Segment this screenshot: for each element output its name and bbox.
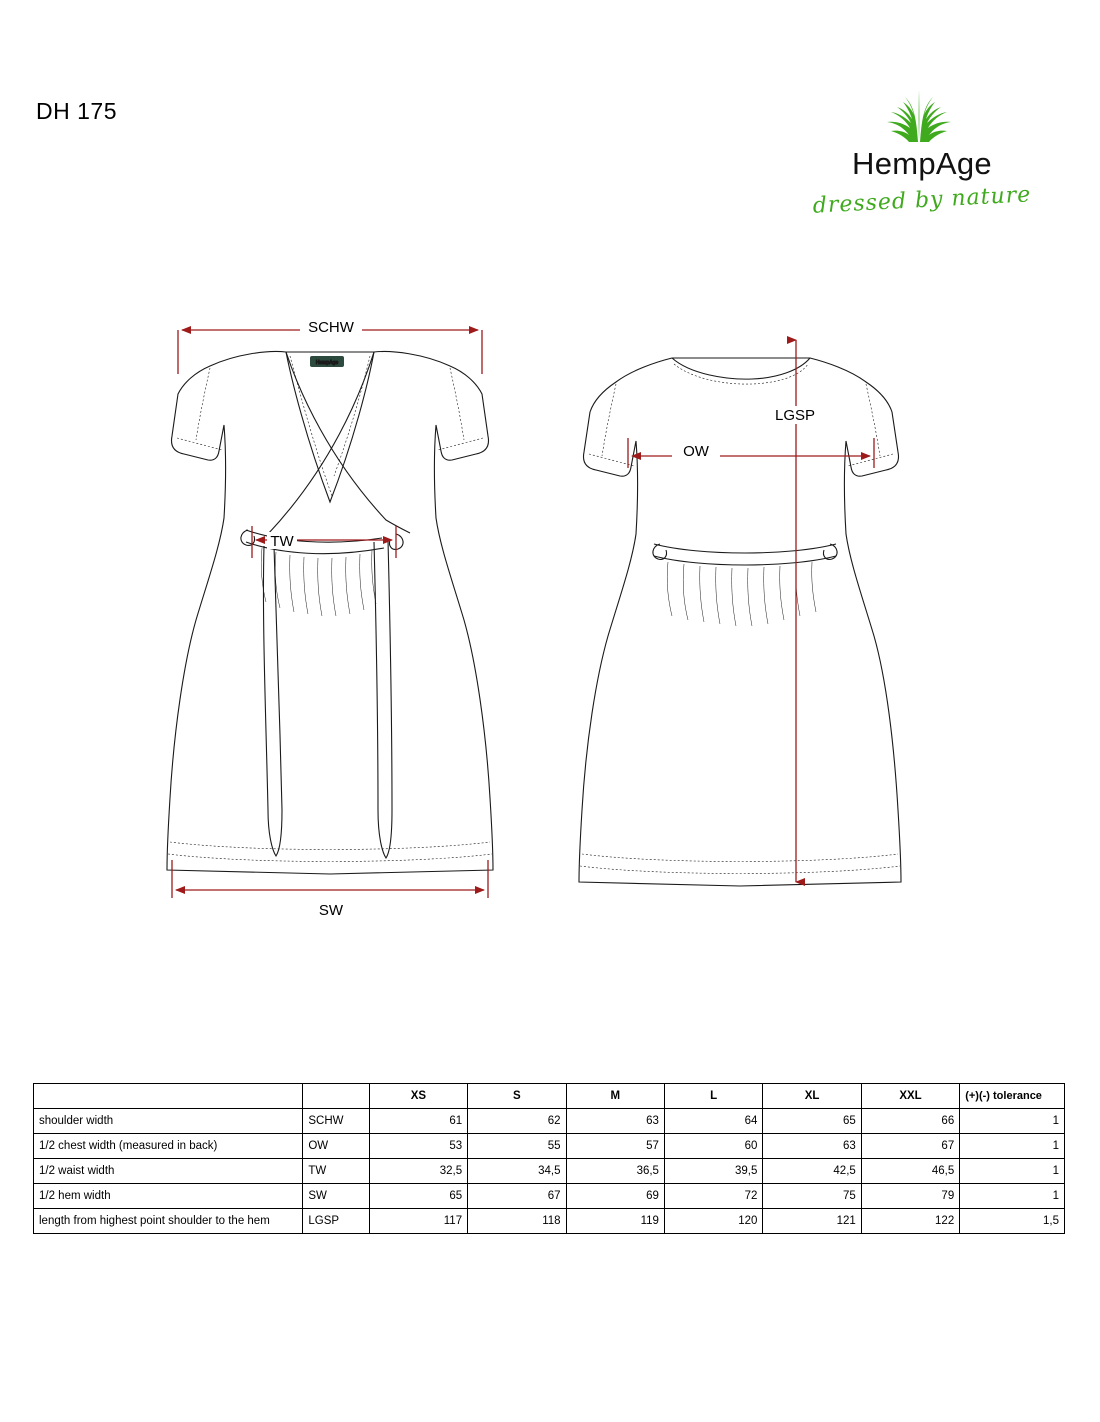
cell-m: 63: [566, 1109, 664, 1134]
row-label: 1/2 waist width: [34, 1159, 303, 1184]
header-size-xl: XL: [763, 1084, 861, 1109]
table-row: [34, 1134, 1065, 1159]
header-measurement-code: [303, 1084, 369, 1109]
header-size-xs: XS: [369, 1084, 467, 1109]
cell-s: 62: [468, 1109, 566, 1134]
table-row: [34, 1159, 1065, 1184]
cell-xs: 32,5: [369, 1159, 467, 1184]
cell-xl: 65: [763, 1109, 861, 1134]
svg-text:HempAge: HempAge: [315, 360, 339, 366]
cell-m: 69: [566, 1184, 664, 1209]
cell-m: 36,5: [566, 1159, 664, 1184]
cell-l: 120: [664, 1209, 762, 1234]
cell-xs: 117: [369, 1209, 467, 1234]
row-code: OW: [303, 1134, 369, 1159]
cell-xxl: 46,5: [861, 1159, 959, 1184]
row-code: SCHW: [303, 1109, 369, 1134]
cell-xl: 121: [763, 1209, 861, 1234]
row-code: LGSP: [303, 1209, 369, 1234]
cell-xxl: 67: [861, 1134, 959, 1159]
measurement-table: [33, 1083, 1065, 1234]
header-size-xxl: XXL: [861, 1084, 959, 1109]
cell-tolerance: 1: [960, 1159, 1065, 1184]
cell-tolerance: 1: [960, 1134, 1065, 1159]
brand-block: [802, 82, 1042, 219]
cell-l: 64: [664, 1109, 762, 1134]
cell-xs: 53: [369, 1134, 467, 1159]
cell-tolerance: 1,5: [960, 1209, 1065, 1234]
header-size-l: L: [664, 1084, 762, 1109]
cell-tolerance: 1: [960, 1184, 1065, 1209]
cell-xs: 61: [369, 1109, 467, 1134]
table-row: [34, 1184, 1065, 1209]
cell-l: 60: [664, 1134, 762, 1159]
cell-xl: 42,5: [763, 1159, 861, 1184]
dress-front-technical-drawing: [167, 352, 493, 874]
cell-m: 57: [566, 1134, 664, 1159]
table-row: [34, 1109, 1065, 1134]
row-label: 1/2 hem width: [34, 1184, 303, 1209]
header-size-s: S: [468, 1084, 566, 1109]
cell-s: 55: [468, 1134, 566, 1159]
cell-xl: 75: [763, 1184, 861, 1209]
dimension-label-schw: SCHW: [308, 319, 354, 336]
dimension-label-ow: OW: [683, 443, 709, 460]
dimension-label-tw: TW: [270, 533, 294, 550]
table-header-row: [34, 1084, 1065, 1109]
row-label: shoulder width: [34, 1109, 303, 1134]
cell-l: 72: [664, 1184, 762, 1209]
page-title: DH 175: [36, 98, 117, 124]
back-dimension-lines: [628, 340, 874, 882]
hemp-leaf-icon: [802, 82, 1042, 144]
brand-slogan: dressed by nature: [812, 182, 1032, 219]
front-dimension-lines: [172, 330, 488, 898]
header-tolerance: (+)(-) tolerance: [960, 1084, 1065, 1109]
table-row: [34, 1209, 1065, 1234]
header-measurement-name: [34, 1084, 303, 1109]
row-code: SW: [303, 1184, 369, 1209]
dress-back-technical-drawing: [579, 358, 901, 886]
row-code: TW: [303, 1159, 369, 1184]
dimension-label-sw: SW: [318, 902, 344, 919]
cell-tolerance: 1: [960, 1109, 1065, 1134]
cell-xxl: 122: [861, 1209, 959, 1234]
cell-l: 39,5: [664, 1159, 762, 1184]
cell-s: 34,5: [468, 1159, 566, 1184]
cell-xl: 63: [763, 1134, 861, 1159]
technical-drawings: [0, 290, 1100, 950]
header-size-m: M: [566, 1084, 664, 1109]
cell-xxl: 66: [861, 1109, 959, 1134]
cell-s: 118: [468, 1209, 566, 1234]
cell-xs: 65: [369, 1184, 467, 1209]
row-label: length from highest point shoulder to the hem: [34, 1209, 303, 1234]
cell-s: 67: [468, 1184, 566, 1209]
brand-name: HempAge: [852, 146, 992, 181]
back-dimension-labels: [672, 406, 828, 460]
cell-m: 119: [566, 1209, 664, 1234]
cell-xxl: 79: [861, 1184, 959, 1209]
row-label: 1/2 chest width (measured in back): [34, 1134, 303, 1159]
dimension-label-lgsp: LGSP: [774, 407, 816, 424]
